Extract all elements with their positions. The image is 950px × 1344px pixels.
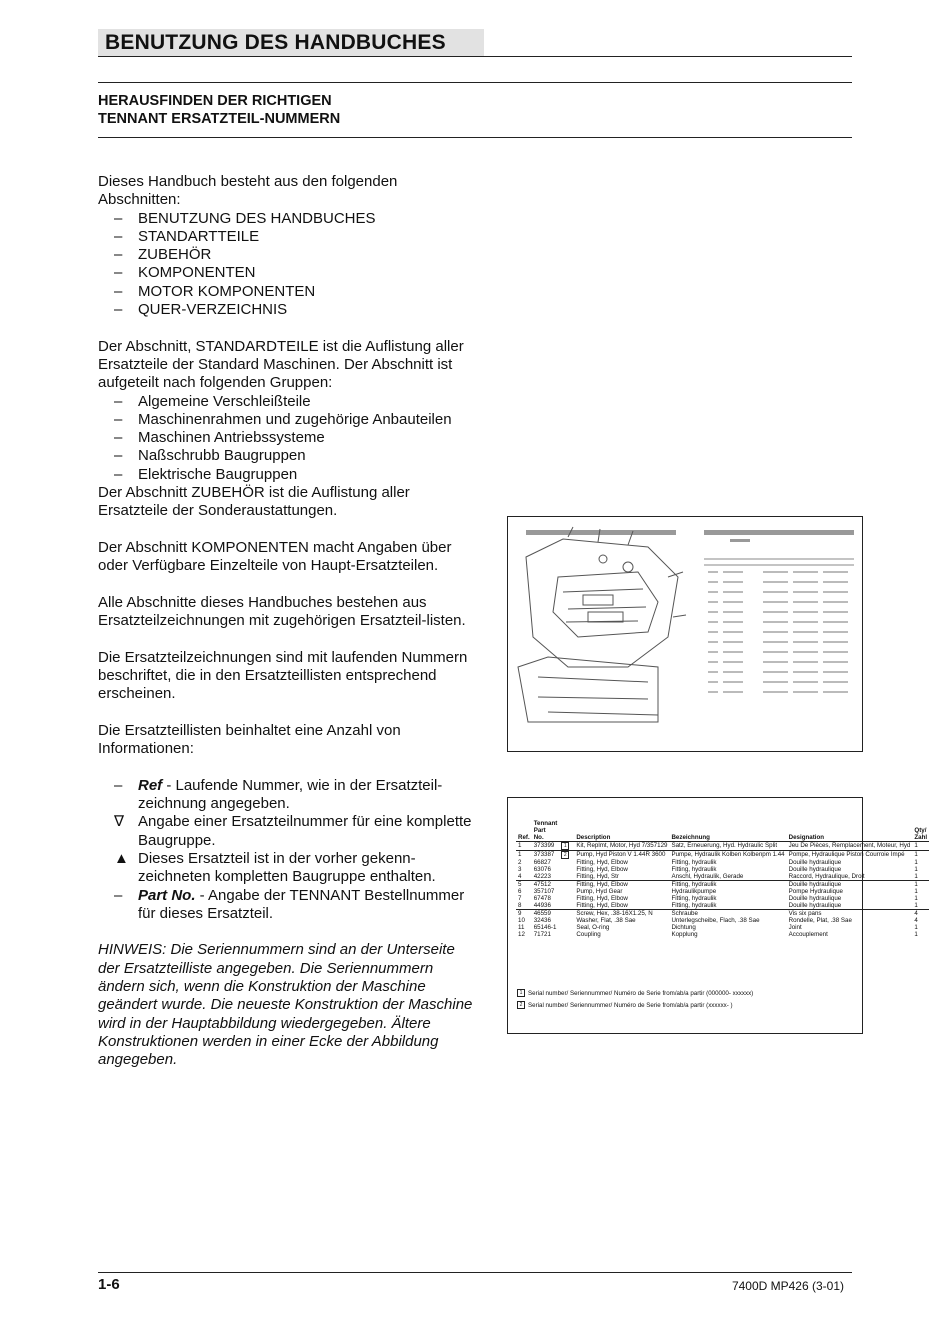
section-list-item: – STANDARTTEILE	[114, 227, 260, 245]
page-number: 1-6	[98, 1276, 120, 1293]
legend-item-included: ▲ Dieses Ersatzteil ist in der vorher gekenn-zeichneten kompletten Baugruppe enthalten.	[114, 849, 436, 886]
table-row: 11 65146-1 Seal, O-ring Dichtung Joint 1	[518, 924, 918, 931]
info-paragraph: Die Ersatzteillisten beinhaltet eine Anzahl von Informationen:	[98, 721, 401, 758]
footer-rule	[98, 1272, 852, 1273]
table-row: 1 373399 1 Kit, Replmt, Motor, Hyd 7/357129 Satz, Erneuerung, Hyd. Hydraulic Split Jeu De Pièces, Remplacement, Moteur, Hyd 1	[516, 842, 929, 851]
parts-table	[516, 820, 929, 938]
group-list-item: – Maschinen Antriebssysteme	[114, 429, 325, 447]
group-list-item: – Elektrische Baugruppen	[114, 465, 298, 483]
table-row: 5 47512 Fitting, Hyd, Elbow Fitting, hydraulik Douille hydraulique 1	[518, 881, 918, 888]
table-row: 3 63076 Fitting, Hyd, Elbow Fitting, hydraulik Douille hydraulique 1	[518, 866, 918, 873]
sample-page-illustration	[508, 517, 862, 751]
body-text	[98, 173, 478, 1070]
table-row: 10 32436 Washer, Flat, .38 Sae Unterlegscheibe, Flach, .38 Sae Rondelle, Plat, .38 Sae 4	[518, 917, 918, 924]
section-rule-top	[98, 82, 852, 83]
parts-table-header: Ref. Tennant Part No. Description Bezeichnung Designation Qty/ Zahl	[518, 820, 928, 841]
table-row: 9 46559 Screw, Hex, .38-16X1.25, N Schraube Vis six pans 4	[518, 910, 918, 917]
section-list-item: – BENUTZUNG DES HANDBUCHES	[114, 209, 376, 227]
table-row: 6 357107 Pump, Hyd Gear Hydraulikpumpe Pompe Hydraulique 1	[518, 888, 918, 895]
note-paragraph: HINWEIS: Die Seriennummern sind an der Unterseite der Ersatzteilliste angegeben. Die Seriennummern ändern sich, wenn die Konstruktion der Maschine geändert wurde. Die neueste Konstruktion der Maschine wird in der Hauptabbildung wiedergegeben. Ältere Konstruktionen werden in einer Ecke der Abbildung angegeben.	[98, 941, 473, 1069]
numbering-paragraph: Die Ersatzteilzeichnungen sind mit laufenden Nummern beschriftet, die in den Ersatzteillisten entsprechend erscheinen.	[98, 648, 468, 703]
document-id: 7400D MP426 (3-01)	[731, 1279, 844, 1293]
filled-triangle-icon: ▲	[114, 849, 129, 867]
section-heading-line-2: TENNANT ERSATZTEIL-NUMMERN	[98, 111, 341, 127]
title-rule	[98, 56, 852, 57]
legend-item-ref: – Ref - Laufende Nummer, wie in der Ersatzteil- zeichnung angegeben.	[114, 776, 443, 813]
legend-item-part-no: – Part No. - Angabe der TENNANT Bestellnummer für dieses Ersatzteil.	[114, 886, 465, 922]
parts-list-figure	[507, 797, 928, 1034]
section-list-item: – KOMPONENTEN	[114, 264, 256, 282]
serial-note: 1 Serial number/ Seriennummer/ Numéro de Serie from/ab/a partir (000000- xxxxxx)	[517, 988, 753, 1000]
section-rule-bottom	[98, 137, 852, 138]
components-paragraph: Der Abschnitt KOMPONENTEN macht Angaben über oder Verfügbare Einzelteile von Haupt-Ersatzteilen.	[98, 538, 452, 575]
table-row: 1 373387 2 Pump, Hyd Piston V 1.44R 3600 Pumpe, Hydraulik Kolben Kolbenpm 1.44 Pompe, Hydraulique Piston Courroie Impé 1	[518, 851, 918, 858]
intro-paragraph: Dieses Handbuch besteht aus den folgenden Abschnitten:	[98, 173, 398, 209]
section-heading	[98, 92, 340, 128]
section-heading-line-1: HERAUSFINDEN DER RICHTIGEN	[98, 93, 332, 109]
accessories-paragraph: Der Abschnitt ZUBEHÖR ist die Auflistung aller Ersatzteile der Sonderaustattungen.	[98, 484, 410, 520]
section-list-item: – MOTOR KOMPONENTEN	[114, 282, 316, 300]
legend-item-assembly: ∇ Angabe einer Ersatzteilnummer für eine komplette Baugruppe.	[114, 813, 472, 849]
sample-page-figure	[507, 516, 863, 752]
group-list-item: – Maschinenrahmen und zugehörige Anbauteilen	[114, 410, 452, 428]
serial-note: 2 Serial number/ Seriennummer/ Numéro de Serie from/ab/a partir (xxxxxx- )	[517, 1000, 753, 1012]
table-row: 4 42223 Fitting, Hyd, Str Anschl, Hydraulik, Gerade Raccord, Hydraulique, Droit 1	[516, 873, 929, 881]
group-list-item: – Algemeine Verschleißteile	[114, 392, 311, 410]
serial-notes	[517, 988, 753, 1012]
section-list-item: – QUER-VERZEICHNIS	[114, 301, 288, 319]
page-title: BENUTZUNG DES HANDBUCHES	[105, 31, 446, 54]
standard-parts-paragraph: Der Abschnitt, STANDARDTEILE ist die Auflistung aller Ersatzteile der Standard Maschinen. Der Abschnitt ist aufgeteilt nach folgenden Gruppen:	[98, 337, 464, 392]
open-triangle-icon: ∇	[114, 813, 125, 831]
table-row: 2 66827 Fitting, Hyd, Elbow Fitting, hydraulik Douille hydraulique 1	[518, 859, 918, 866]
table-row: 7 67478 Fitting, Hyd, Elbow Fitting, hydraulik Douille hydraulique 1	[518, 895, 918, 902]
group-list-item: – Naßschrubb Baugruppen	[114, 447, 306, 465]
table-row: 8 44936 Fitting, Hyd, Elbow Fitting, hydraulik Douille hydraulique 1	[516, 902, 929, 910]
table-row: 12 71721 Coupling Kopplung Accouplement 1	[518, 931, 918, 938]
section-list-item: – ZUBEHÖR	[114, 246, 212, 264]
drawings-paragraph: Alle Abschnitte dieses Handbuches bestehen aus Ersatzteilzeichnungen mit zugehörigen Ersatzteil-listen.	[98, 593, 466, 630]
